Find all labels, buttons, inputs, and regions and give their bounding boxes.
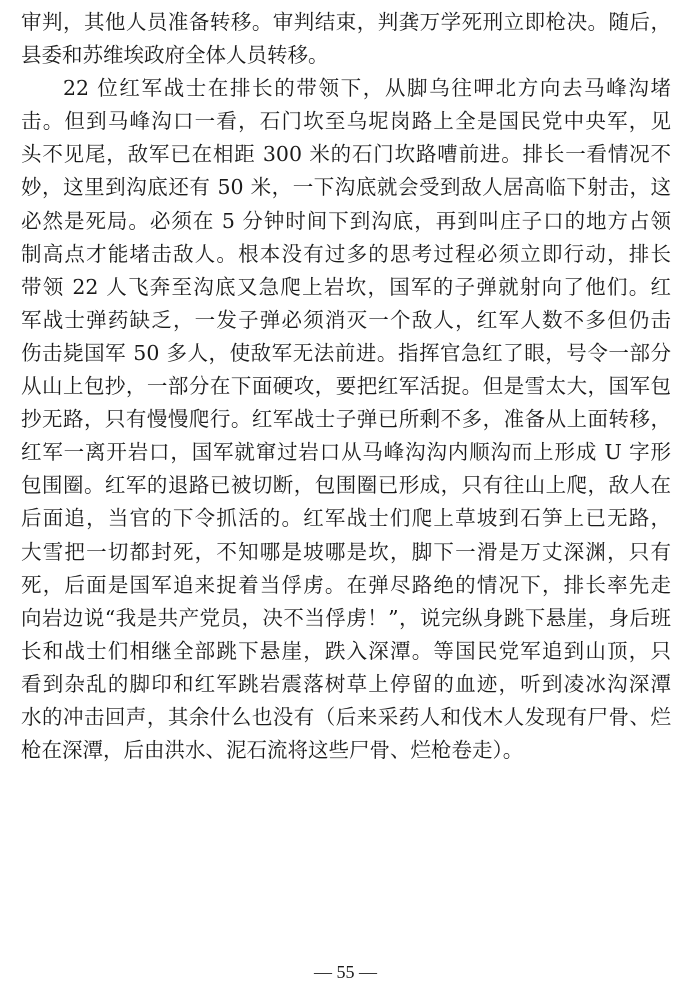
text-line: 枪在深潭，后由洪水、泥石流将这些尸骨、烂枪卷走）。: [21, 738, 524, 763]
text-line: 制高点才能堵击敌人。根本没有过多的思考过程必须立即行动，排长: [21, 241, 671, 266]
text-line: 伤击毙国军 50 多人，使敌军无法前进。指挥官急红了眼，号令一部分: [21, 340, 671, 365]
text-line: 抄无路，只有慢慢爬行。红军战士子弹已所剩不多，准备从上面转移，: [21, 407, 671, 432]
text-line: 击。但到马峰沟口一看，石门坎至乌坭岗路上全是国民党中央军，见: [21, 109, 671, 134]
text-line: 大雪把一切都封死，不知哪是坡哪是坎，脚下一滑是万丈深渊，只有: [21, 539, 671, 564]
text-line: 县委和苏维埃政府全体人员转移。: [21, 43, 329, 68]
text-line: 军战士弹药缺乏，一发子弹必须消灭一个敌人，红军人数不多但仍击: [21, 307, 671, 332]
text-line: 22 位红军战士在排长的带领下，从脚乌往呷北方向去马峰沟堵: [63, 76, 671, 101]
text-line: 长和战士们相继全部跳下悬崖，跌入深潭。等国民党军追到山顶，只: [21, 638, 671, 663]
text-line: 包围圈。红军的退路已被切断，包围圈已形成，只有往山上爬，敌人在: [21, 473, 671, 498]
text-line: 审判，其他人员准备转移。审判结束，判龚万学死刑立即枪决。随后，: [21, 10, 671, 34]
text-line: 向岩边说“我是共产党员，决不当俘虏！”，说完纵身跳下悬崖，身后班: [21, 605, 671, 630]
text-line: 后面追，当官的下令抓活的。红军战士们爬上草坡到石笋上已无路，: [21, 506, 671, 531]
text-line: 带领 22 人飞奔至沟底又急爬上岩坎，国军的子弹就射向了他们。红: [21, 274, 671, 299]
text-line: 头不见尾，敌军已在相距 300 米的石门坎路嘈前进。排长一看情况不: [21, 142, 671, 167]
text-line: 必然是死局。必须在 5 分钟时间下到沟底，再到叫庄子口的地方占领: [21, 208, 671, 233]
text-line: 水的冲击回声，其余什么也没有（后来采药人和伐木人发现有尸骨、烂: [21, 704, 671, 729]
body-text: [21, 6, 671, 767]
text-line: 红军一离开岩口，国军就窜过岩口从马峰沟沟内顺沟而上形成 U 字形: [21, 440, 671, 465]
page-number: — 55 —: [314, 962, 377, 982]
text-line: 从山上包抄，一部分在下面硬攻，要把红军活捉。但是雪太大，国军包: [21, 374, 671, 399]
text-line: 妙，这里到沟底还有 50 米，一下沟底就会受到敌人居高临下射击，这: [21, 175, 671, 200]
text-line: 看到杂乱的脚印和红军跳岩震落树草上停留的血迹，听到凌冰沟深潭: [21, 671, 671, 696]
text-line: 死，后面是国军追来捉着当俘虏。在弹尽路绝的情况下，排长率先走: [21, 572, 671, 597]
